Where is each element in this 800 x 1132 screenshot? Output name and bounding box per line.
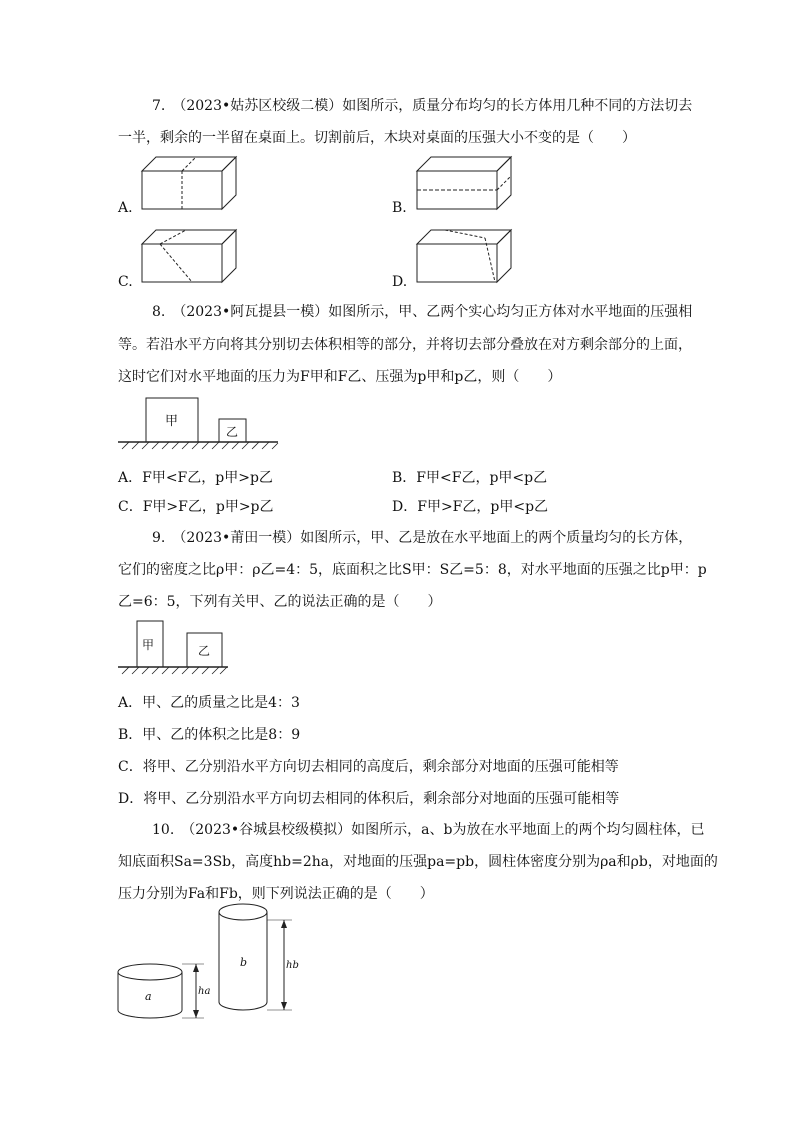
q10-line2: 知底面积Sa=3Sb，高度hb=2ha，对地面的压强pa=pb，圆柱体密度分别为ρa和ρb，对地面的 (118, 854, 718, 870)
q9-line2: 它们的密度之比ρ甲：ρ乙=4：5，底面积之比S甲：S乙=5：8，对水平地面的压强之比p甲：p (118, 562, 707, 578)
q8-figure (118, 395, 280, 451)
q9-figure (118, 618, 228, 678)
q10-line3: 压力分别为Fa和Fb，则下列说法正确的是（ ） (118, 886, 434, 902)
q9-option-b[interactable]: B．甲、乙的体积之比是8：9 (118, 727, 301, 743)
q8-line3: 这时它们对水平地面的压力为F甲和F乙、压强为p甲和p乙，则（ ） (118, 369, 562, 385)
q10-line1: 10. （2023•谷城县校级模拟）如图所示，a、b为放在水平地面上的两个均匀圆柱体，已 (152, 822, 705, 838)
q9-label-jia: 甲 (142, 638, 155, 652)
q8-option-a[interactable]: A．F甲<F乙，p甲>p乙 (118, 470, 273, 486)
q7-line2: 一半，剩余的一半留在桌面上。切割前后，木块对桌面的压强大小不变的是（ ） (118, 130, 636, 146)
q8-line2: 等。若沿水平方向将其分别切去体积相等的部分，并将切去部分叠放在对方剩余部分的上面， (118, 337, 692, 353)
q10-label-a: a (145, 990, 152, 1003)
q7-figure-c (140, 228, 240, 284)
q7-option-c[interactable]: C. (118, 274, 133, 290)
q7-figure-b (415, 155, 515, 211)
q10-figure (112, 898, 302, 1024)
q10-label-hb: hb (286, 960, 299, 971)
q8-line1: 8. （2023•阿瓦提县一模）如图所示，甲、乙两个实心均匀正方体对水平地面的压强相 (152, 304, 693, 320)
q7-figure-d (415, 228, 515, 284)
q9-label-yi: 乙 (198, 644, 211, 658)
q8-option-c[interactable]: C．F甲>F乙，p甲>p乙 (118, 499, 274, 515)
q8-option-d[interactable]: D．F甲>F乙，p甲<p乙 (392, 499, 549, 515)
q7-figure-a (140, 155, 240, 211)
q8-option-b[interactable]: B．F甲<F乙，p甲<p乙 (392, 470, 548, 486)
q10-label-b: b (240, 956, 248, 969)
q9-line3: 乙=6：5，下列有关甲、乙的说法正确的是（ ） (118, 594, 442, 610)
q9-option-a[interactable]: A．甲、乙的质量之比是4：3 (118, 695, 300, 711)
q7-option-a[interactable]: A. (118, 200, 133, 216)
q7-option-b[interactable]: B. (392, 200, 407, 216)
q8-label-yi: 乙 (226, 425, 239, 439)
q8-label-jia: 甲 (165, 414, 179, 429)
q9-line1: 9. （2023•莆田一模）如图所示，甲、乙是放在水平地面上的两个质量均匀的长方体， (152, 530, 693, 546)
q7-option-d[interactable]: D. (392, 274, 408, 290)
q9-option-d[interactable]: D．将甲、乙分别沿水平方向切去相同的体积后，剩余部分对地面的压强可能相等 (118, 791, 620, 807)
q9-option-c[interactable]: C．将甲、乙分别沿水平方向切去相同的高度后，剩余部分对地面的压强可能相等 (118, 759, 619, 775)
q10-label-ha: ha (198, 986, 211, 997)
q7-line1: 7. （2023•姑苏区校级二模）如图所示，质量分布均匀的长方体用几种不同的方法切去 (152, 98, 693, 114)
